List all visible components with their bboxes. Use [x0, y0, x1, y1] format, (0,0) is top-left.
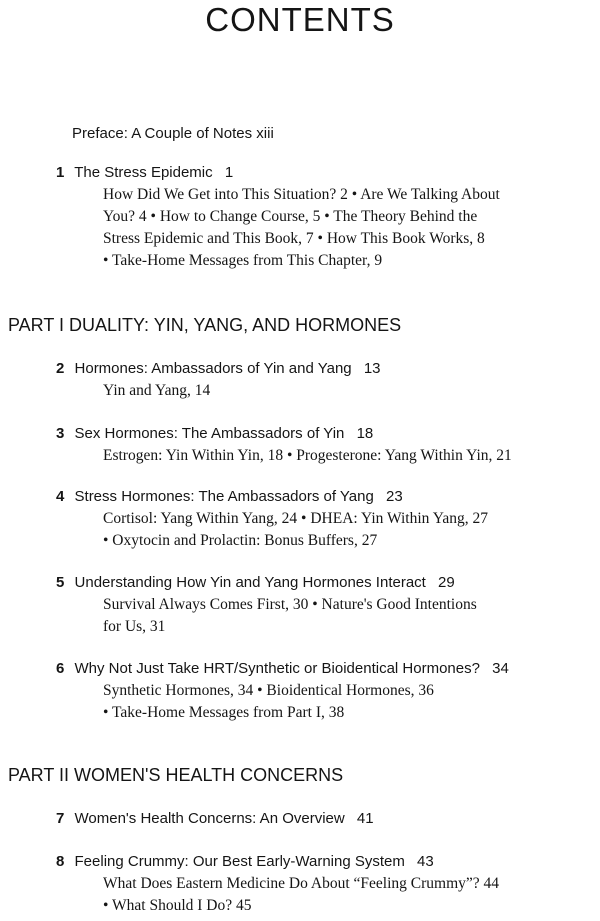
part-1-heading: PART I DUALITY: YIN, YANG, AND HORMONES: [8, 315, 402, 335]
section-line: Synthetic Hormones, 34 • Bioidentical Hormones, 36: [103, 682, 434, 699]
chapter-number: 8: [56, 853, 65, 870]
chapter-5-entry: [56, 572, 477, 638]
chapter-8-entry: [56, 851, 499, 917]
chapter-title: Women's Health Concerns: An Overview: [74, 810, 345, 827]
chapter-sections: [103, 445, 512, 467]
chapter-3-entry: [56, 423, 512, 467]
section-line: • Take-Home Messages from This Chapter, 9: [103, 252, 383, 269]
chapter-6-entry: [56, 658, 509, 724]
chapter-title: Hormones: Ambassadors of Yin and Yang: [74, 360, 352, 377]
chapter-number: 4: [56, 488, 65, 505]
chapter-number: 3: [56, 425, 65, 442]
section-line: What Does Eastern Medicine Do About “Feeling Crummy”? 44: [103, 875, 500, 892]
page-title: CONTENTS: [205, 1, 395, 38]
section-line: Yin and Yang, 14: [103, 382, 211, 399]
part-2-heading: PART II WOMEN'S HEALTH CONCERNS: [8, 765, 344, 785]
chapter-sections: [103, 184, 500, 272]
chapter-number: 1: [56, 164, 65, 181]
chapter-number: 6: [56, 660, 65, 677]
section-line: Stress Epidemic and This Book, 7 • How This Book Works, 8: [103, 230, 485, 247]
section-line: • Take-Home Messages from Part I, 38: [103, 704, 345, 721]
chapter-title: Why Not Just Take HRT/Synthetic or Bioidentical Hormones?: [74, 660, 480, 677]
chapter-page: 18: [356, 425, 374, 442]
section-line: • What Should I Do? 45: [103, 897, 252, 914]
chapter-page: 13: [363, 360, 381, 377]
chapter-title: The Stress Epidemic: [74, 164, 213, 181]
chapter-sections: [103, 508, 488, 552]
section-line: You? 4 • How to Change Course, 5 • The Theory Behind the: [103, 208, 478, 225]
section-line: Estrogen: Yin Within Yin, 18 • Progesterone: Yang Within Yin, 21: [103, 447, 512, 464]
chapter-sections: [103, 380, 381, 402]
chapter-4-entry: [56, 486, 488, 552]
chapter-number: 2: [56, 360, 65, 377]
chapter-title: Sex Hormones: The Ambassadors of Yin: [74, 425, 345, 442]
chapter-title: Understanding How Yin and Yang Hormones Interact: [74, 574, 426, 591]
preface-entry: Preface: A Couple of Notes xiii: [72, 125, 274, 142]
chapter-number: 7: [56, 810, 65, 827]
chapter-title: Stress Hormones: The Ambassadors of Yang: [74, 488, 374, 505]
chapter-7-entry: [56, 808, 374, 830]
section-line: Survival Always Comes First, 30 • Nature's Good Intentions: [103, 596, 477, 613]
chapter-sections: [103, 594, 477, 638]
chapter-page: 29: [438, 574, 455, 591]
chapter-page: 1: [224, 164, 234, 181]
section-line: How Did We Get into This Situation? 2 • Are We Talking About: [103, 186, 500, 203]
chapter-page: 41: [356, 810, 374, 827]
chapter-page: 43: [417, 853, 434, 870]
section-line: for Us, 31: [103, 618, 166, 635]
chapter-1-entry: [56, 162, 500, 272]
chapter-number: 5: [56, 574, 65, 591]
chapter-sections: [103, 680, 509, 724]
chapter-sections: [103, 873, 499, 917]
chapter-page: 34: [492, 660, 509, 677]
section-line: • Oxytocin and Prolactin: Bonus Buffers, 27: [103, 532, 378, 549]
chapter-2-entry: [56, 358, 381, 402]
chapter-page: 23: [386, 488, 403, 505]
chapter-title: Feeling Crummy: Our Best Early-Warning System: [74, 853, 405, 870]
section-line: Cortisol: Yang Within Yang, 24 • DHEA: Yin Within Yang, 27: [103, 510, 488, 527]
